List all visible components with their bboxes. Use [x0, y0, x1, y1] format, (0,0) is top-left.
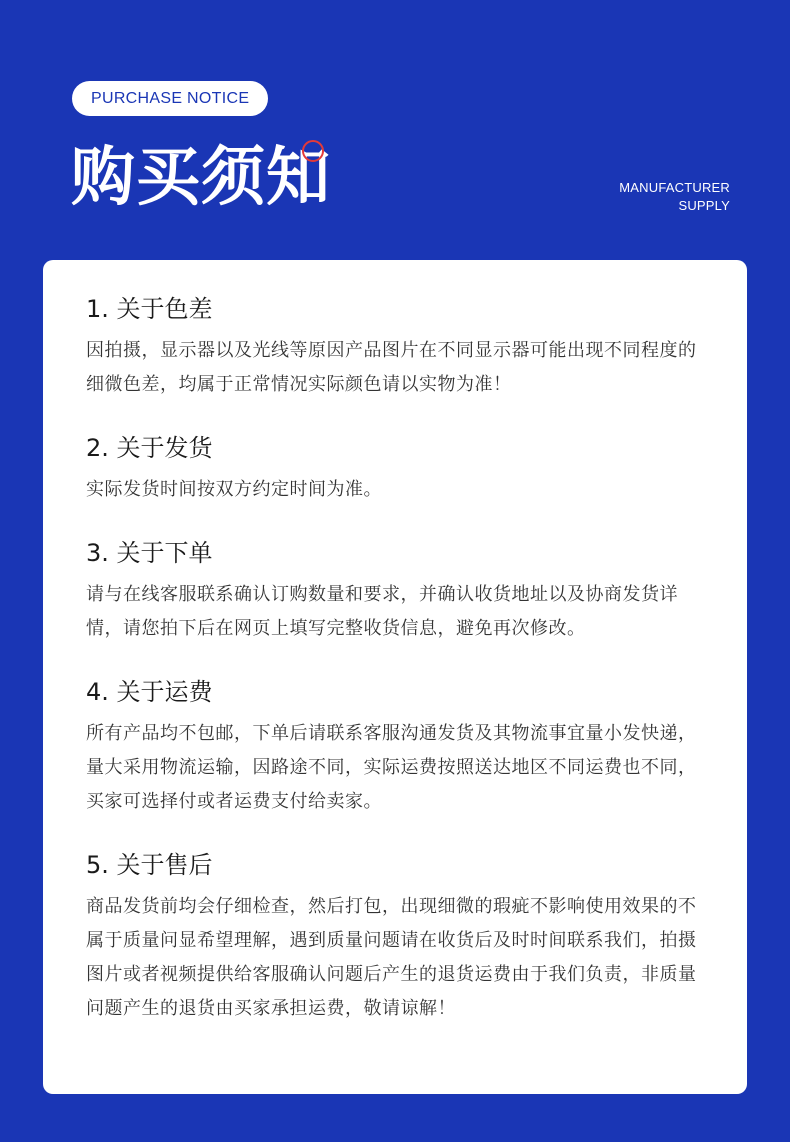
section-title: 3. 关于下单	[86, 539, 213, 567]
tagline-line-2: SUPPLY	[678, 198, 730, 213]
section-body: 实际发货时间按双方约定时间为准。	[86, 479, 382, 500]
decorative-circle-icon	[302, 140, 324, 162]
section-after-sales	[86, 848, 707, 1026]
purchase-notice-badge: PURCHASE NOTICE	[72, 81, 268, 116]
page-title: 购买须知	[71, 141, 331, 215]
section-title: 4. 关于运费	[86, 678, 213, 706]
section-body: 商品发货前均会仔细检查，然后打包，出现细微的瑕疵不影响使用效果的不属于质量问显希望理解，遇到质量问题请在收货后及时时间联系我们，拍摄图片或者视频提供给客服确认问题后产生的退货运费由于我们负责，非质量问题产生的退货由买家承担运费，敬请谅解！	[86, 896, 697, 1019]
section-body: 所有产品均不包邮，下单后请联系客服沟通发货及其物流事宜量小发快递，量大采用物流运输，因路途不同，实际运费按照送达地区不同运费也不同，买家可选择付或者运费支付给卖家。	[86, 723, 697, 812]
section-color-difference	[86, 292, 707, 402]
section-title: 2. 关于发货	[86, 434, 213, 462]
section-title: 1. 关于色差	[86, 295, 213, 323]
section-shipping	[86, 431, 707, 507]
tagline-line-1: MANUFACTURER	[619, 180, 730, 195]
section-body: 请与在线客服联系确认订购数量和要求，并确认收货地址以及协商发货详情，请您拍下后在网页上填写完整收货信息，避免再次修改。	[86, 584, 678, 639]
manufacturer-supply-tagline	[619, 179, 730, 215]
section-body: 因拍摄，显示器以及光线等原因产品图片在不同显示器可能出现不同程度的细微色差，均属于正常情况实际颜色请以实物为准！	[86, 340, 697, 395]
section-title: 5. 关于售后	[86, 851, 213, 879]
section-freight	[86, 675, 707, 819]
notice-card	[43, 260, 747, 1094]
section-ordering	[86, 536, 707, 646]
